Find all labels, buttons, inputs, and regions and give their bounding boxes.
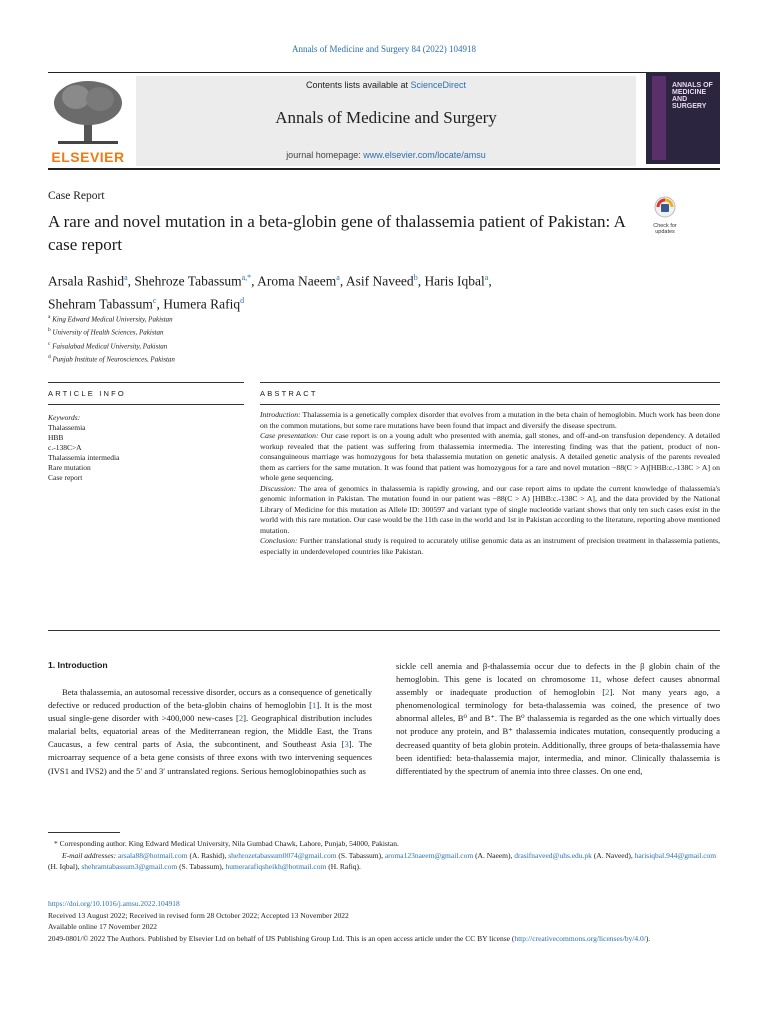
email-label: E-mail addresses: xyxy=(62,850,117,860)
keywords-title: Keywords: xyxy=(48,413,81,422)
running-head[interactable]: Annals of Medicine and Surgery 84 (2022) 104918 xyxy=(291,44,477,54)
citation-link[interactable]: 3 xyxy=(344,739,349,750)
abstract-paragraph-text: Our case report is on a young adult who presented with anemia, gall stones, and off-and-on transfusion dependency. A detailed workup revealed that the patient was suffering from thalassemia intermedia. The interesting finding was that the patient, product of non-consanguineous marriage was homozygous for beta thalassemia mutation on genetic analysis. A detailed genetic analysis of the parents revealed them as carriers for the same mutation. It was found that patient was homozygous for a rare and novel mutation −88(C > A)[HBB:c.-138C > A] on whole gene sequencing. xyxy=(260,431,720,482)
article-title: A rare and novel mutation in a beta-globin gene of thalassemia patient of Pakistan: A case report xyxy=(48,212,625,254)
affiliation-key: b xyxy=(48,327,51,334)
abstract-paragraph xyxy=(260,431,720,484)
abstract-subheading: Introduction: xyxy=(260,410,301,419)
author-separator: , xyxy=(156,296,164,311)
keyword-item[interactable]: Rare mutation xyxy=(48,463,91,472)
affiliation-item xyxy=(48,312,448,325)
cover-title: ANNALS OF MEDICINE AND SURGERY xyxy=(672,82,713,110)
journal-cover[interactable] xyxy=(646,72,720,164)
email-addresses xyxy=(48,850,720,873)
abstract-heading: ABSTRACT xyxy=(260,389,318,398)
body-text: Beta thalassemia, an autosomal recessive disorder, occurs as a consequence of genetically defective or reduced production of the beta-globin chains of hemoglobin [ xyxy=(48,687,372,711)
email-link[interactable]: shehrozetabassum0074@gmail.com xyxy=(228,850,337,860)
keywords-block xyxy=(48,413,238,483)
article-info-heading: ARTICLE INFO xyxy=(48,389,126,398)
author-name[interactable]: Shehroze Tabassum xyxy=(134,273,242,289)
author-name[interactable]: Aroma Naeem xyxy=(257,273,337,289)
intro-left-column xyxy=(48,686,372,778)
homepage-link[interactable]: www.elsevier.com/locate/amsu xyxy=(363,150,486,160)
intro-paragraph-2 xyxy=(396,660,720,778)
keyword-item[interactable]: Case report xyxy=(48,473,83,482)
abstract-paragraph-text: Thalassemia is a genetically complex disorder that evolves from a mutation in the beta chain of hemoglobin. Much work has been done on the common mutations, but some rare mutations have been found that impact and diversify the disease spectrum. xyxy=(260,410,720,430)
body-text: ]. Not many years ago, a phenomenological terminology for beta-thalassemia was coined, the presence of two abnormal alleles, B⁰ and B⁺. The B⁰ thalassemia is regarded as the one which virtually does not produce any protein, and B⁺ thalassemia indicates mutation, consequently producing a decreased quantity of beta globin protein. Additionally, three groups of beta-thalassemia have been identified: beta-thalassemia major, intermedia, and minor. Clinically thalassemia is differentiated by the spectrum of anemia into three classes. On one end, xyxy=(396,687,720,776)
license-text: 2049-0801/© 2022 The Authors. Published by Elsevier Ltd on behalf of IJS Publishing Group Ltd. This is an open access article under the CC BY license ( xyxy=(48,933,515,943)
email-owner: (A. Naeem), xyxy=(473,850,515,860)
abstract-subheading: Case presentation: xyxy=(260,431,319,440)
body-text: sickle cell anemia and β-thalassemia occur due to defects in the β globin chain of the hemoglobin. This gene is located on chromosome 11, whose defect causes abnormal assembly or inadequate production of hemoglobin [ xyxy=(396,661,720,698)
abstract-body xyxy=(260,410,720,557)
email-owner: (S. Tabassum), xyxy=(177,862,226,871)
abstract-paragraph xyxy=(260,536,720,557)
check-updates-label: Check for updates xyxy=(653,223,677,235)
author-name[interactable]: Shehram Tabassum xyxy=(48,296,153,311)
abstract-subheading: Discussion: xyxy=(260,483,297,493)
keyword-item[interactable]: Thalassemia xyxy=(48,423,86,432)
email-link[interactable]: harisiqbal.944@gmail.com xyxy=(634,850,717,860)
elsevier-logo[interactable] xyxy=(48,77,128,165)
author-list xyxy=(48,268,668,313)
check-updates-icon xyxy=(654,196,676,218)
doi-link[interactable]: https://doi.org/10.1016/j.amsu.2022.104918 xyxy=(48,899,180,908)
author-affiliation-mark[interactable]: c xyxy=(152,295,157,305)
abstract-subheading: Conclusion: xyxy=(260,536,298,545)
abstract-sub-rule xyxy=(260,404,720,405)
author-separator: , xyxy=(488,273,492,289)
affiliation-item xyxy=(48,352,448,365)
contents-line xyxy=(136,80,636,90)
masthead-top-rule xyxy=(48,72,720,73)
email-link[interactable]: aroma123naeem@gmail.com xyxy=(384,850,474,860)
abstract-paragraph-text: The area of genomics in thalassemia is rapidly growing, and our case report aims to update the current knowledge of thalassemia's genomic information in Pakistan. The mutation found in our patient was −88(C > A) [HBB:c.-138C > A], and the data provided by the National Library of Medicine for this mutation as Allele ID: 300597 and variant type of single nucleotide variant shows that only ten such cases exist in the world with this rare mutation. Our case would be the 11th case in the world and 1st in Pakistan according to the literature, reporting above mentioned mutation. xyxy=(260,483,720,535)
footnote-rule xyxy=(48,832,120,833)
keyword-item[interactable]: c.-138C>A xyxy=(48,443,82,452)
email-owner: (H. Iqbal), xyxy=(48,862,82,871)
homepage-line xyxy=(136,150,636,160)
license-statement xyxy=(48,933,720,945)
author-affiliation-mark[interactable]: d xyxy=(240,295,245,305)
affiliation-key: c xyxy=(48,340,51,347)
affiliation-text: University of Health Sciences, Pakistan xyxy=(52,328,164,337)
received-dates: Received 13 August 2022; Received in revised form 28 October 2022; Accepted 13 November 2022 xyxy=(48,910,349,920)
elsevier-wordmark: ELSEVIER xyxy=(51,149,125,165)
sciencedirect-link[interactable]: ScienceDirect xyxy=(410,80,467,90)
author-affiliation-mark[interactable]: a xyxy=(336,273,340,282)
article-info-top-rule xyxy=(48,382,244,383)
footnotes xyxy=(48,838,720,873)
citation-link[interactable]: 2 xyxy=(605,687,610,698)
intro-right-column xyxy=(396,660,720,778)
publication-info xyxy=(48,898,720,944)
affiliation-text: Faisalabad Medical University, Pakistan xyxy=(52,341,168,350)
homepage-prefix: journal homepage: xyxy=(286,150,364,160)
check-for-updates-button[interactable] xyxy=(648,196,682,235)
body-text: ]. Geographical distribution includes malarial belts, equatorial areas of the Mediterranean region, the Middle East, the Trans Caucasus, a few central parts of Asia, the subcontinent, and Southeast Asia [ xyxy=(48,713,373,750)
affiliation-text: Punjab Institute of Neurosciences, Pakistan xyxy=(52,355,175,364)
body-text: ]. It is the most usual single-gene disorder with >400,000 new-cases [ xyxy=(48,700,372,724)
email-owner: (A. Naveed), xyxy=(591,850,635,860)
abstract-bottom-rule xyxy=(48,630,720,631)
affiliation-item xyxy=(48,339,448,352)
email-owner: (S. Tabassum), xyxy=(336,850,385,860)
tree-icon xyxy=(48,77,128,147)
keyword-item[interactable]: HBB xyxy=(48,433,64,442)
keyword-item[interactable]: Thalassemia intermedia xyxy=(48,453,120,462)
citation-link[interactable]: 2 xyxy=(238,713,244,724)
email-link[interactable]: drasifnaveed@uhs.edu.pk xyxy=(514,850,592,860)
abstract-paragraph-text: Further translational study is required to accurately utilise genomic data as an instrument of precision treatment in thalassemia patients, especially in underdeveloped countries like Pakistan. xyxy=(260,536,720,556)
article-info-sub-rule xyxy=(48,404,244,405)
author-separator: , xyxy=(251,273,258,289)
abstract-top-rule xyxy=(260,382,720,383)
intro-paragraph-1 xyxy=(48,686,372,778)
available-online: Available online 17 November 2022 xyxy=(48,922,157,931)
section-heading-introduction: 1. Introduction xyxy=(48,660,108,670)
author-affiliation-mark[interactable]: a xyxy=(484,273,489,282)
affiliation-item xyxy=(48,325,448,338)
corresponding-author-note: * Corresponding author. King Edward Medical University, Nila Gumbad Chawk, Lahore, Punjab, 54000, Pakistan. xyxy=(54,839,399,848)
author-name[interactable]: Arsala Rashid xyxy=(48,273,125,289)
author-separator: , xyxy=(339,273,346,289)
author-affiliation-mark[interactable]: a,* xyxy=(241,273,252,282)
license-link[interactable]: http://creativecommons.org/licenses/by/4.0/ xyxy=(514,933,646,943)
author-separator: , xyxy=(127,273,135,289)
affiliation-text: King Edward Medical University, Pakistan xyxy=(52,315,173,324)
article-type: Case Report xyxy=(48,190,105,202)
affiliations xyxy=(48,312,448,365)
author-affiliation-mark[interactable]: a xyxy=(124,273,128,282)
journal-title: Annals of Medicine and Surgery xyxy=(275,108,497,127)
citation-link[interactable]: 1 xyxy=(312,700,317,711)
author-name[interactable]: Humera Rafiq xyxy=(163,296,241,311)
author-name[interactable]: Asif Naveed xyxy=(345,273,414,289)
masthead-bottom-rule xyxy=(48,168,720,170)
cover-stripe xyxy=(652,76,666,160)
author-name[interactable]: Haris Iqbal xyxy=(424,273,485,289)
email-link[interactable]: arsala88@hotmail.com xyxy=(117,850,188,860)
affiliation-key: a xyxy=(48,314,51,320)
email-owner: (A. Rashid), xyxy=(187,850,229,860)
email-link[interactable]: humerarafiqsheikh@hotmail.com xyxy=(225,862,327,871)
keywords-list xyxy=(48,423,238,483)
abstract-paragraph xyxy=(260,410,720,431)
author-separator: , xyxy=(417,273,425,289)
email-link[interactable]: shehramtabassum3@gmail.com xyxy=(81,862,178,871)
author-affiliation-mark[interactable]: b xyxy=(413,273,418,282)
affiliation-key: d xyxy=(48,353,51,360)
email-owner: (H. Rafiq). xyxy=(326,862,361,871)
contents-prefix: Contents lists available at xyxy=(305,80,411,90)
license-end: ). xyxy=(645,933,651,943)
abstract-paragraph xyxy=(260,484,720,537)
body-text: ]. The microarray sequence of a beta gene consists of three exons with two intervening sequences (IVS1 and IVS2) and the 5′ and 3′ untranslated regions. Serious hemoglobinopathies such as xyxy=(48,739,372,776)
